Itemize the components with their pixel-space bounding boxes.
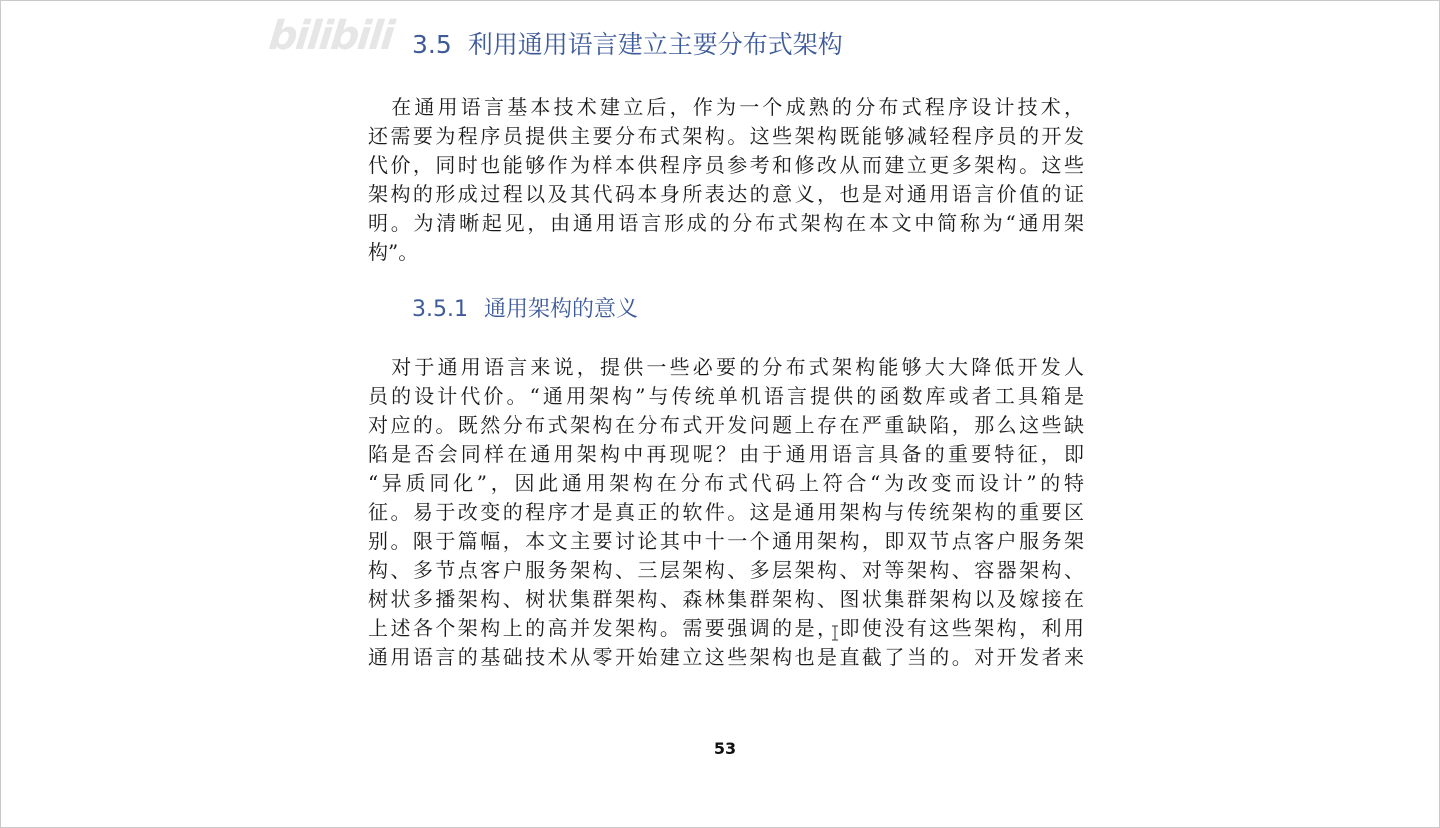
page-number: 53 (713, 739, 737, 758)
bilibili-watermark-logo (266, 13, 395, 75)
watermark-text: bilibili (266, 13, 395, 59)
paragraph-line: 上述各个架构上的高并发架构。需要强调的是，即使没有这些架构，利用 (368, 616, 1084, 640)
section-number: 3.5 (412, 30, 452, 59)
paragraph-line: 构”。 (368, 240, 419, 264)
paragraph-line: 树状多播架构、树状集群架构、森林集群架构、图状集群架构以及嫁接在 (368, 587, 1084, 611)
paragraph-line: 代价，同时也能够作为样本供程序员参考和修改从而建立更多架构。这些 (368, 153, 1084, 177)
subsection-heading (412, 294, 638, 326)
subsection-number: 3.5.1 (412, 297, 468, 322)
subsection-paragraph (368, 353, 1084, 672)
paragraph-line: “异质同化”，因此通用架构在分布式代码上符合“为改变而设计”的特 (368, 471, 1084, 495)
paragraph-line: 对于通用语言来说，提供一些必要的分布式架构能够大大降低开发人 (368, 355, 1084, 379)
section-paragraph (368, 93, 1084, 267)
paragraph-line: 明。为清晰起见，由通用语言形成的分布式架构在本文中简称为“通用架 (368, 211, 1084, 235)
paragraph-line: 别。限于篇幅，本文主要讨论其中十一个通用架构，即双节点客户服务架 (368, 529, 1084, 553)
subsection-title: 通用架构的意义 (483, 297, 638, 322)
paragraph-line: 还需要为程序员提供主要分布式架构。这些架构既能够减轻程序员的开发 (368, 124, 1084, 148)
section-heading (412, 27, 843, 63)
paragraph-line: 通用语言的基础技术从零开始建立这些架构也是直截了当的。对开发者来 (368, 645, 1084, 669)
paragraph-line: 构、多节点客户服务架构、三层架构、多层架构、对等架构、容器架构、 (368, 558, 1084, 582)
paragraph-line: 架构的形成过程以及其代码本身所表达的意义，也是对通用语言价值的证 (368, 182, 1084, 206)
paragraph-line: 在通用语言基本技术建立后，作为一个成熟的分布式程序设计技术， (368, 95, 1084, 119)
text-cursor-icon (831, 625, 839, 641)
paragraph-line: 征。易于改变的程序才是真正的软件。这是通用架构与传统架构的重要区 (368, 500, 1084, 524)
paragraph-line: 陷是否会同样在通用架构中再现呢？由于通用语言具备的重要特征，即 (368, 442, 1084, 466)
section-title: 利用通用语言建立主要分布式架构 (467, 30, 843, 59)
paragraph-line: 对应的。既然分布式架构在分布式开发问题上存在严重缺陷，那么这些缺 (368, 413, 1084, 437)
paragraph-line: 员的设计代价。“通用架构”与传统单机语言提供的函数库或者工具箱是 (368, 384, 1084, 408)
